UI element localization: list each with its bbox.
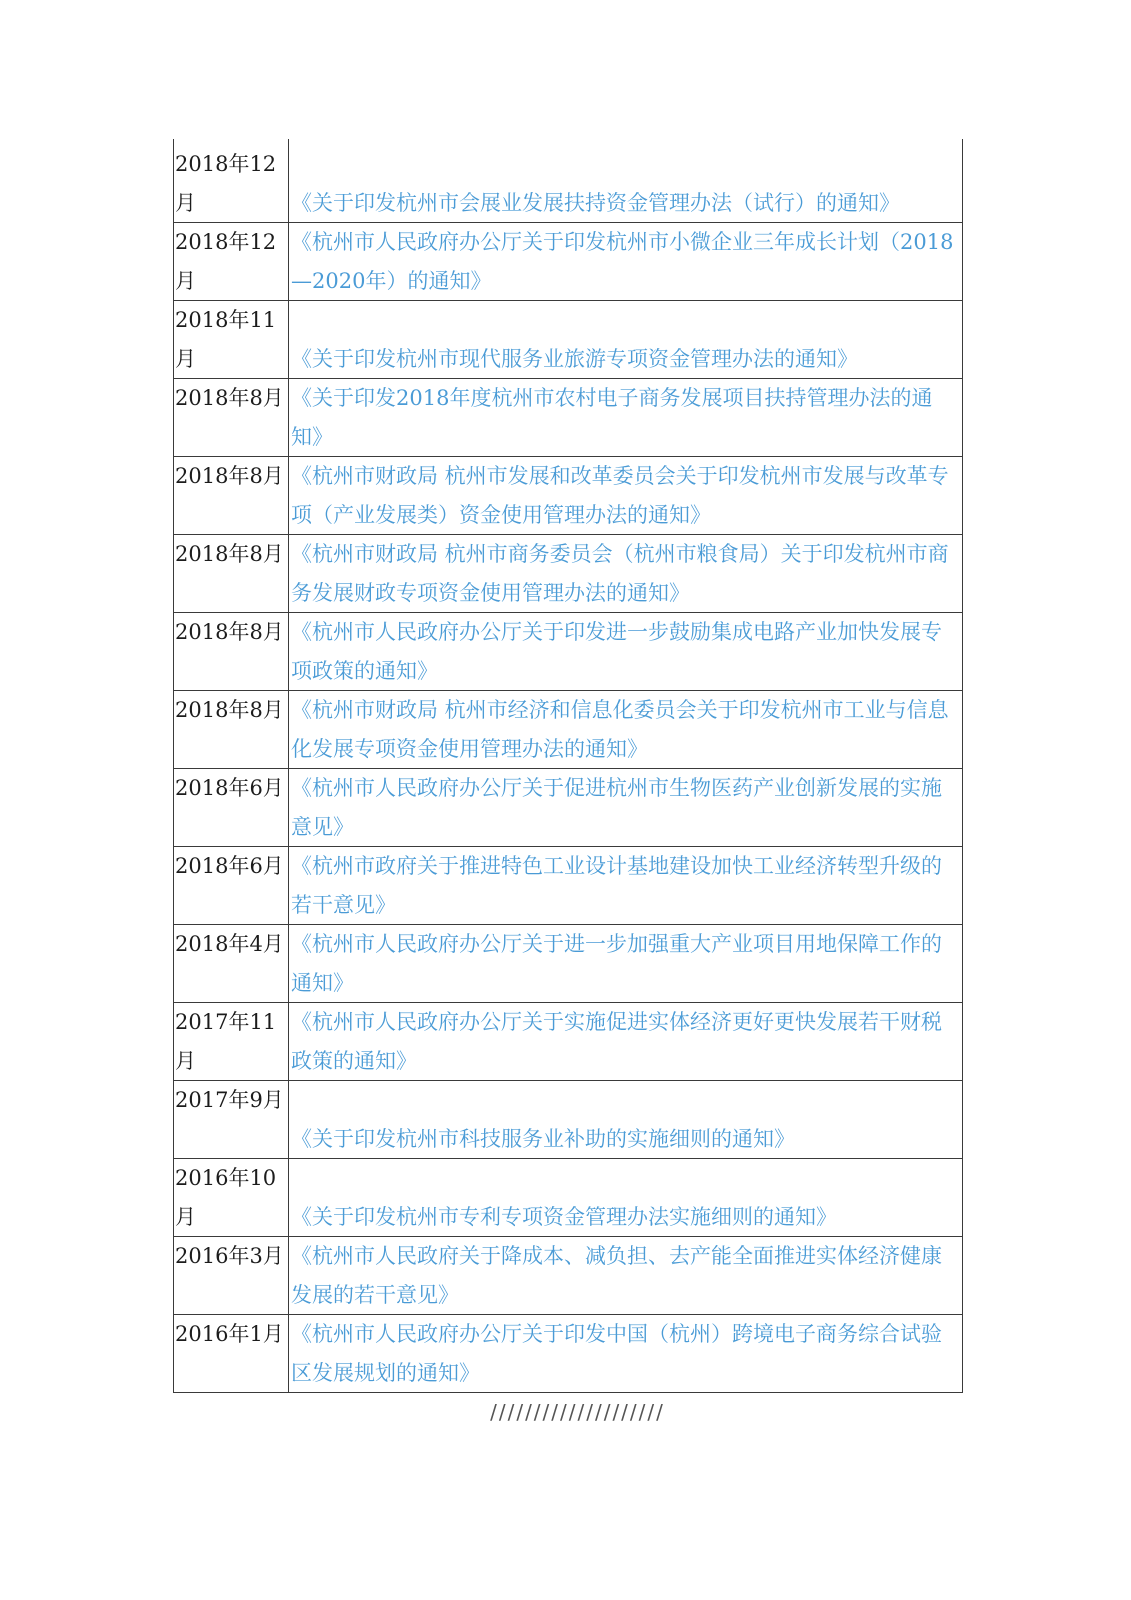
policy-link[interactable]: 《杭州市财政局 杭州市发展和改革委员会关于印发杭州市发展与改革专项（产业发展类）资金使用管理办法的通知》 (291, 464, 949, 527)
table-row (174, 139, 963, 223)
date-text: 2018年12月 (175, 152, 277, 215)
policy-link[interactable]: 《杭州市财政局 杭州市经济和信息化委员会关于印发杭州市工业与信息化发展专项资金使用管理办法的通知》 (291, 698, 949, 761)
policy-link[interactable]: 《杭州市人民政府办公厅关于印发进一步鼓励集成电路产业加快发展专项政策的通知》 (291, 620, 942, 683)
policy-link[interactable]: 《杭州市人民政府办公厅关于印发杭州市小微企业三年成长计划（2018—2020年）的通知》 (291, 230, 954, 293)
date-cell (174, 1159, 289, 1237)
table-row (174, 1237, 963, 1315)
table-row (174, 925, 963, 1003)
table-row (174, 691, 963, 769)
policy-link[interactable]: 《杭州市人民政府办公厅关于进一步加强重大产业项目用地保障工作的通知》 (291, 932, 942, 995)
date-cell (174, 139, 289, 223)
table-row (174, 379, 963, 457)
title-cell[interactable] (289, 301, 963, 379)
date-cell (174, 457, 289, 535)
table-row (174, 1081, 963, 1159)
date-text: 2017年9月 (175, 1088, 284, 1112)
date-text: 2018年8月 (175, 542, 284, 566)
policy-link[interactable]: 《杭州市人民政府办公厅关于印发中国（杭州）跨境电子商务综合试验区发展规划的通知》 (291, 1322, 942, 1385)
title-cell[interactable] (289, 1237, 963, 1315)
date-cell (174, 301, 289, 379)
title-cell[interactable] (289, 1081, 963, 1159)
date-text: 2016年3月 (175, 1244, 284, 1268)
date-text: 2018年8月 (175, 620, 284, 644)
table-row (174, 535, 963, 613)
policy-link[interactable]: 《杭州市人民政府关于降成本、减负担、去产能全面推进实体经济健康发展的若干意见》 (291, 1244, 942, 1307)
policy-table (173, 139, 963, 1393)
title-cell[interactable] (289, 847, 963, 925)
table-row (174, 223, 963, 301)
policy-link[interactable]: 《关于印发杭州市现代服务业旅游专项资金管理办法的通知》 (291, 346, 858, 371)
title-cell[interactable] (289, 139, 963, 223)
policy-link[interactable]: 《杭州市人民政府办公厅关于促进杭州市生物医药产业创新发展的实施意见》 (291, 776, 942, 839)
section-separator: //////////////////// (490, 1400, 665, 1424)
date-cell (174, 847, 289, 925)
date-text: 2018年6月 (175, 776, 284, 800)
date-cell (174, 925, 289, 1003)
table-row (174, 301, 963, 379)
date-cell (174, 379, 289, 457)
table-row (174, 457, 963, 535)
date-text: 2018年8月 (175, 386, 284, 410)
title-cell[interactable] (289, 535, 963, 613)
date-text: 2018年8月 (175, 464, 284, 488)
table-row (174, 847, 963, 925)
date-text: 2018年11月 (175, 308, 277, 371)
date-cell (174, 1003, 289, 1081)
table-row (174, 1003, 963, 1081)
date-cell (174, 223, 289, 301)
date-cell (174, 691, 289, 769)
title-cell[interactable] (289, 1315, 963, 1393)
date-text: 2017年11月 (175, 1010, 277, 1073)
date-cell (174, 1237, 289, 1315)
title-cell[interactable] (289, 457, 963, 535)
table-row (174, 613, 963, 691)
title-cell[interactable] (289, 925, 963, 1003)
table-row (174, 769, 963, 847)
title-cell[interactable] (289, 769, 963, 847)
policy-table-body (174, 139, 963, 1393)
title-cell[interactable] (289, 223, 963, 301)
policy-link[interactable]: 《杭州市政府关于推进特色工业设计基地建设加快工业经济转型升级的若干意见》 (291, 854, 942, 917)
title-cell[interactable] (289, 613, 963, 691)
date-text: 2016年1月 (175, 1322, 284, 1346)
date-text: 2018年12月 (175, 230, 277, 293)
policy-link[interactable]: 《关于印发2018年度杭州市农村电子商务发展项目扶持管理办法的通知》 (291, 386, 933, 449)
date-text: 2016年10月 (175, 1166, 277, 1229)
title-cell[interactable] (289, 379, 963, 457)
date-cell (174, 535, 289, 613)
date-text: 2018年4月 (175, 932, 284, 956)
date-text: 2018年6月 (175, 854, 284, 878)
policy-link[interactable]: 《杭州市人民政府办公厅关于实施促进实体经济更好更快发展若干财税政策的通知》 (291, 1010, 942, 1073)
policy-link[interactable]: 《关于印发杭州市会展业发展扶持资金管理办法（试行）的通知》 (291, 190, 900, 215)
table-row (174, 1315, 963, 1393)
policy-link[interactable]: 《杭州市财政局 杭州市商务委员会（杭州市粮食局）关于印发杭州市商务发展财政专项资金使用管理办法的通知》 (291, 542, 949, 605)
date-cell (174, 613, 289, 691)
table-row (174, 1159, 963, 1237)
date-cell (174, 1081, 289, 1159)
policy-link[interactable]: 《关于印发杭州市专利专项资金管理办法实施细则的通知》 (291, 1204, 837, 1229)
title-cell[interactable] (289, 1159, 963, 1237)
title-cell[interactable] (289, 1003, 963, 1081)
policy-link[interactable]: 《关于印发杭州市科技服务业补助的实施细则的通知》 (291, 1126, 795, 1151)
date-cell (174, 769, 289, 847)
date-cell (174, 1315, 289, 1393)
title-cell[interactable] (289, 691, 963, 769)
date-text: 2018年8月 (175, 698, 284, 722)
